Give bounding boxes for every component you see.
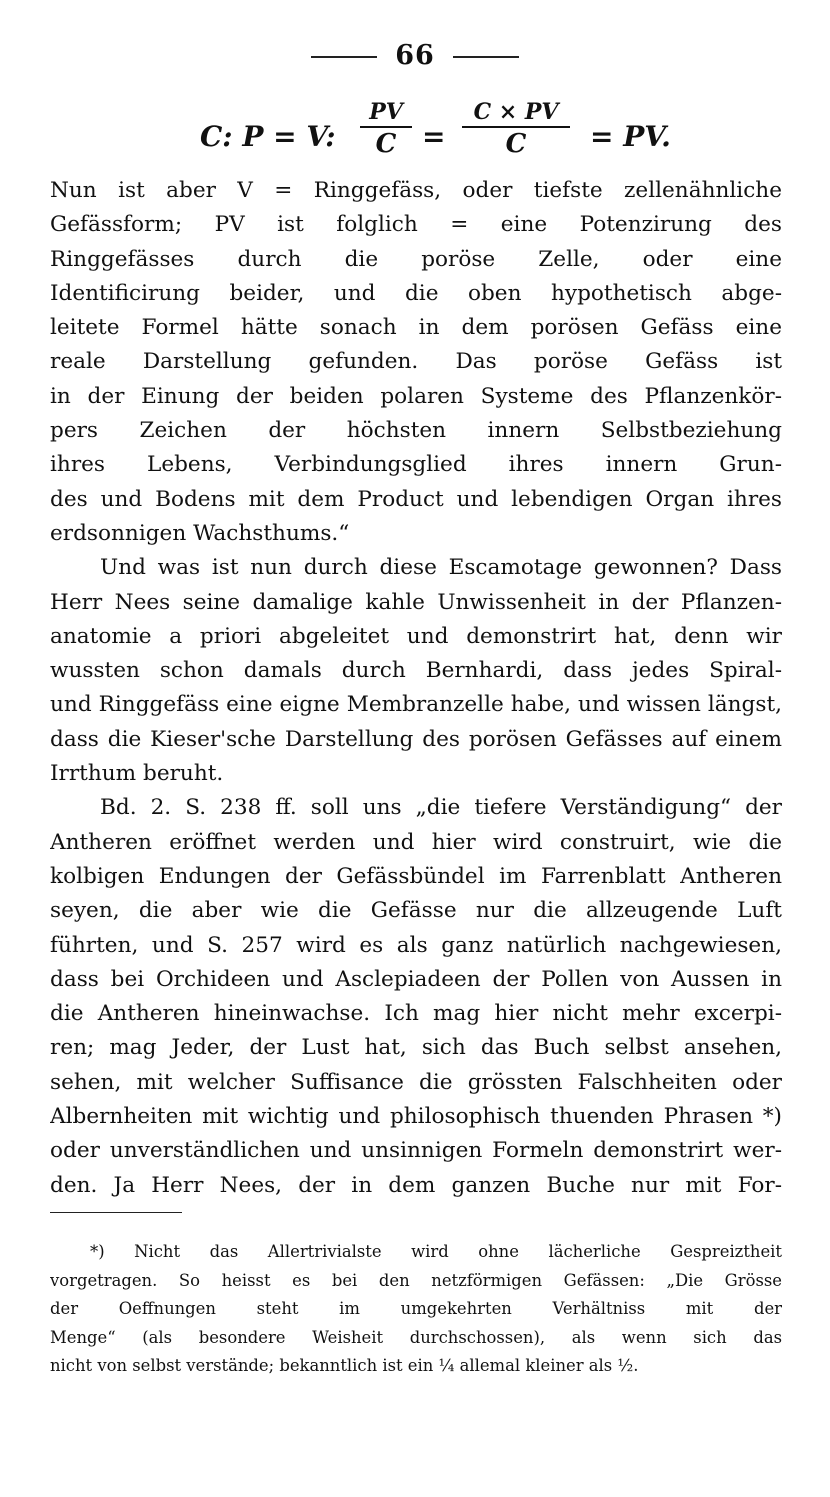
header-dash-right [453, 56, 519, 58]
footnote-line: der Oeffnungen steht im umgekehrten Verhältniss mit der [50, 1299, 782, 1319]
body-line: Nun ist aber V = Ringgefäss, oder tiefste zellenähnliche [50, 178, 782, 203]
fraction-2-bar [462, 126, 570, 128]
fraction-2-denominator: C [505, 129, 527, 159]
body-line: reale Darstellung gefunden. Das poröse Gefäss ist [50, 349, 782, 375]
body-line: ihres Lebens, Verbindungsglied ihres innern Grun- [50, 452, 782, 478]
formula-lhs: C: P = V: [200, 120, 336, 153]
body-line: Irrthum beruht. [50, 761, 224, 787]
body-line: oder unverständlichen und unsinnigen Formeln demonstrirt wer- [50, 1138, 782, 1164]
body-line: seyen, die aber wie die Gefässe nur die allzeugende Luft [50, 898, 782, 924]
formula-result: = PV. [590, 120, 671, 153]
body-text [50, 174, 782, 1203]
body-line: sehen, mit welcher Suffisance die grössten Falschheiten oder [50, 1069, 782, 1095]
footnote-line: nicht von selbst verstände; bekanntlich ist ein ¼ allemal kleiner als ½. [50, 1356, 639, 1376]
footnote [50, 1238, 782, 1381]
body-line: in der Einung der beiden polaren Systeme des Pflanzenkör- [50, 383, 782, 409]
body-line: und Ringgefäss eine eigne Membranzelle habe, und wissen längst, [50, 692, 782, 718]
body-line: Herr Nees seine damalige kahle Unwissenheit in der Pflanzen- [50, 589, 782, 615]
body-line: wussten schon damals durch Bernhardi, dass jedes Spiral- [50, 658, 782, 684]
footnote-line: vorgetragen. So heisst es bei den netzförmigen Gefässen: „Die Grösse [50, 1270, 782, 1290]
formula-equals-1: = [422, 120, 446, 153]
page-number: 66 [395, 40, 435, 71]
body-line: Und was ist nun durch diese Escamotage gewonnen? Dass [100, 555, 782, 581]
fraction-1-denominator: C [375, 129, 397, 159]
page-header [0, 40, 830, 71]
footnote-rule [50, 1212, 182, 1213]
body-line: erdsonnigen Wachsthums.“ [50, 520, 350, 546]
fraction-1-numerator: PV [369, 99, 403, 125]
body-line: leitete Formel hätte sonach in dem porösen Gefäss eine [50, 315, 782, 341]
body-line: anatomie a priori abgeleitet und demonstrirt hat, denn wir [50, 623, 782, 649]
formula-fraction-2 [462, 100, 570, 158]
body-line: führten, und S. 257 wird es als ganz natürlich nachgewiesen, [50, 932, 782, 958]
body-line: Albernheiten mit wichtig und philosophisch thuenden Phrasen *) [50, 1104, 782, 1130]
header-dash-left [311, 56, 377, 58]
formula-fraction-1 [360, 100, 412, 158]
body-line: dass bei Orchideen und Asclepiadeen der Pollen von Aussen in [50, 966, 782, 992]
footnote-line: *) Nicht das Allertrivialste wird ohne lächerliche Gespreiztheit [90, 1242, 782, 1261]
body-line: Bd. 2. S. 238 ff. soll uns „die tiefere Verständigung“ der [100, 795, 782, 821]
body-line: des und Bodens mit dem Product und lebendigen Organ ihres [50, 486, 782, 512]
body-line: kolbigen Endungen der Gefässbündel im Farrenblatt Antheren [50, 863, 782, 889]
body-line: den. Ja Herr Nees, der in dem ganzen Buche nur mit For- [50, 1172, 782, 1198]
body-line: Identificirung beider, und die oben hypothetisch abge- [50, 280, 782, 306]
footnote-line: Menge“ (als besondere Weisheit durchschossen), als wenn sich das [50, 1327, 782, 1347]
body-line: Gefässform; PV ist folglich = eine Potenzirung des [50, 212, 782, 238]
fraction-1-bar [360, 126, 412, 128]
fraction-2-numerator: C × PV [473, 99, 559, 125]
formula [200, 100, 720, 170]
body-line: dass die Kieser'sche Darstellung des porösen Gefässes auf einem [50, 726, 782, 752]
body-line: pers Zeichen der höchsten innern Selbstbeziehung [50, 418, 782, 444]
body-line: die Antheren hineinwachse. Ich mag hier nicht mehr excerpi- [50, 1001, 782, 1027]
body-line: Antheren eröffnet werden und hier wird construirt, wie die [50, 829, 782, 855]
body-line: ren; mag Jeder, der Lust hat, sich das Buch selbst ansehen, [50, 1035, 782, 1061]
body-line: Ringgefässes durch die poröse Zelle, oder eine [50, 246, 782, 272]
